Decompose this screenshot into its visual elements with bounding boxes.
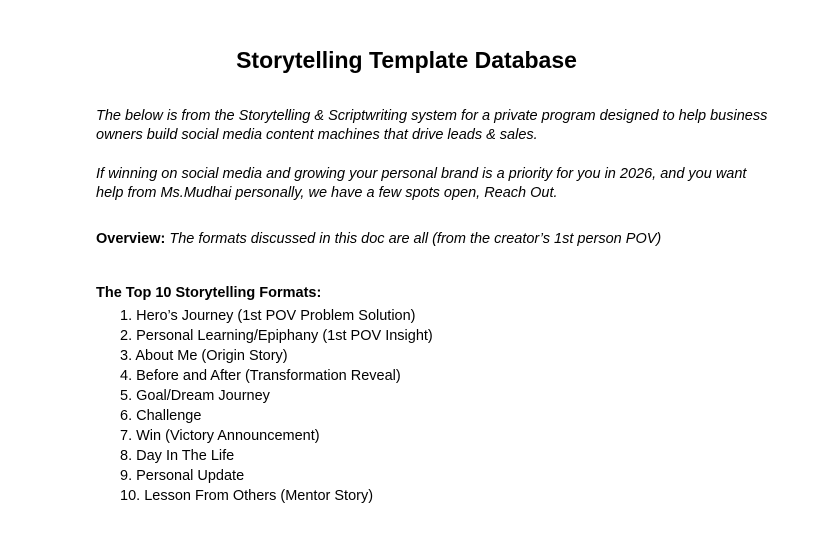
format-label: Day In The Life (136, 448, 235, 464)
format-label: Before and After (Transformation Reveal) (136, 368, 401, 384)
format-item (120, 446, 433, 466)
format-label: Personal Update (136, 468, 245, 484)
format-item (120, 466, 433, 486)
format-item (120, 306, 433, 326)
document-title: Storytelling Template Database (236, 47, 577, 73)
format-number: 5. (120, 388, 133, 404)
format-item (120, 426, 433, 446)
format-item (120, 346, 433, 366)
cta-paragraph: If winning on social media and growing your personal brand is a priority for you in 2026, and you want help from Ms.Mudhai personally, we have a few spots open, Reach Out. (96, 166, 747, 201)
formats-list (120, 306, 433, 506)
overview-label: Overview: (96, 231, 166, 247)
format-item (120, 326, 433, 346)
format-label: Lesson From Others (Mentor Story) (144, 488, 374, 504)
format-number: 4. (120, 368, 133, 384)
format-item (120, 386, 433, 406)
format-number: 8. (120, 448, 133, 464)
format-item (120, 486, 433, 506)
format-label: Hero’s Journey (1st POV Problem Solution) (136, 308, 416, 324)
format-label: Challenge (136, 408, 202, 424)
format-number: 9. (120, 468, 133, 484)
format-label: Goal/Dream Journey (136, 388, 270, 404)
format-number: 6. (120, 408, 133, 424)
format-label: Personal Learning/Epiphany (1st POV Insight) (136, 328, 433, 344)
format-item (120, 406, 433, 426)
format-number: 3. (120, 348, 133, 364)
format-number: 2. (120, 328, 133, 344)
format-number: 10. (120, 488, 141, 504)
format-label: About Me (Origin Story) (135, 348, 288, 364)
format-number: 1. (120, 308, 133, 324)
overview-text: The formats discussed in this doc are all (from the creator’s 1st person POV) (169, 231, 662, 247)
format-number: 7. (120, 428, 133, 444)
format-item (120, 366, 433, 386)
intro-paragraph: The below is from the Storytelling & Scriptwriting system for a private program designed to help business owners build social media content machines that drive leads & sales. (96, 108, 768, 143)
overview-line (96, 230, 776, 249)
formats-heading: The Top 10 Storytelling Formats: (96, 285, 322, 301)
format-label: Win (Victory Announcement) (136, 428, 320, 444)
